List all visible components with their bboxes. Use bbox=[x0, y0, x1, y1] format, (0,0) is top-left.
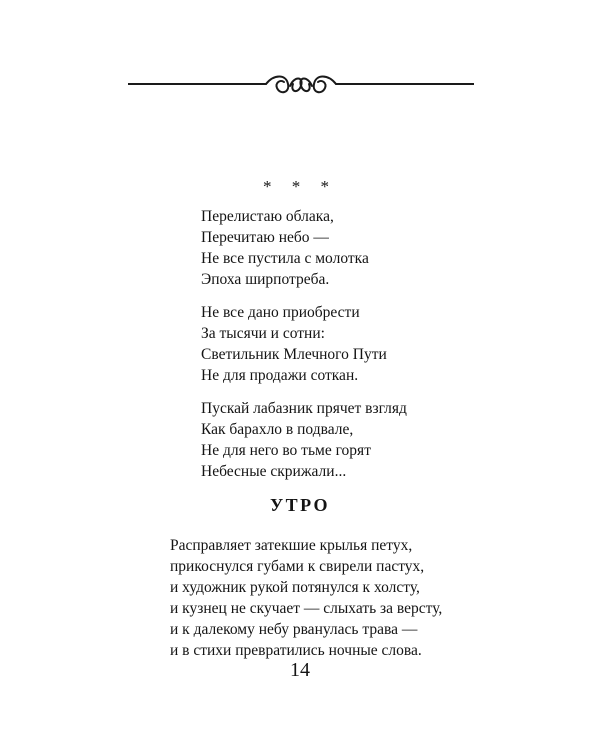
poem-line: Пускай лабазник прячет взгляд bbox=[201, 400, 407, 417]
poem-line: Перечитаю небо — bbox=[201, 229, 329, 246]
stanza-2 bbox=[201, 302, 407, 386]
poem-utro bbox=[170, 535, 442, 661]
stanza-1 bbox=[201, 206, 407, 290]
poem-line: Не для него во тьме горят bbox=[201, 442, 371, 459]
poem-line: и в стихи превратились ночные слова. bbox=[170, 642, 422, 659]
floral-divider-icon bbox=[128, 64, 474, 104]
stanza-3 bbox=[201, 398, 407, 482]
poem-line: и к далекому небу рванулась трава — bbox=[170, 621, 418, 638]
poem-line: прикоснулся губами к свирели пастух, bbox=[170, 558, 425, 575]
poem-line: Не все дано приобрести bbox=[201, 304, 360, 321]
poem-title: УТРО bbox=[269, 495, 331, 515]
poem-line: и кузнец не скучает — слыхать за версту, bbox=[170, 600, 443, 617]
poem-line: Светильник Млечного Пути bbox=[201, 346, 387, 363]
poem-line: Не все пустила с молотка bbox=[201, 250, 369, 267]
poem-untitled-marker: * * * bbox=[263, 177, 337, 196]
poem-line: и художник рукой потянулся к холсту, bbox=[170, 579, 420, 596]
page-number: 14 bbox=[290, 659, 310, 681]
poem-line: Эпоха ширпотреба. bbox=[201, 271, 330, 288]
poem-line: Небесные скрижали... bbox=[201, 463, 347, 480]
poem-line: За тысячи и сотни: bbox=[201, 325, 325, 342]
poem-line: Расправляет затекшие крылья петух, bbox=[170, 537, 413, 554]
poem-line: Не для продажи соткан. bbox=[201, 367, 359, 384]
poem-untitled bbox=[201, 206, 407, 494]
poem-line: Как барахло в подвале, bbox=[201, 421, 354, 438]
poem-line: Перелистаю облака, bbox=[201, 208, 334, 225]
